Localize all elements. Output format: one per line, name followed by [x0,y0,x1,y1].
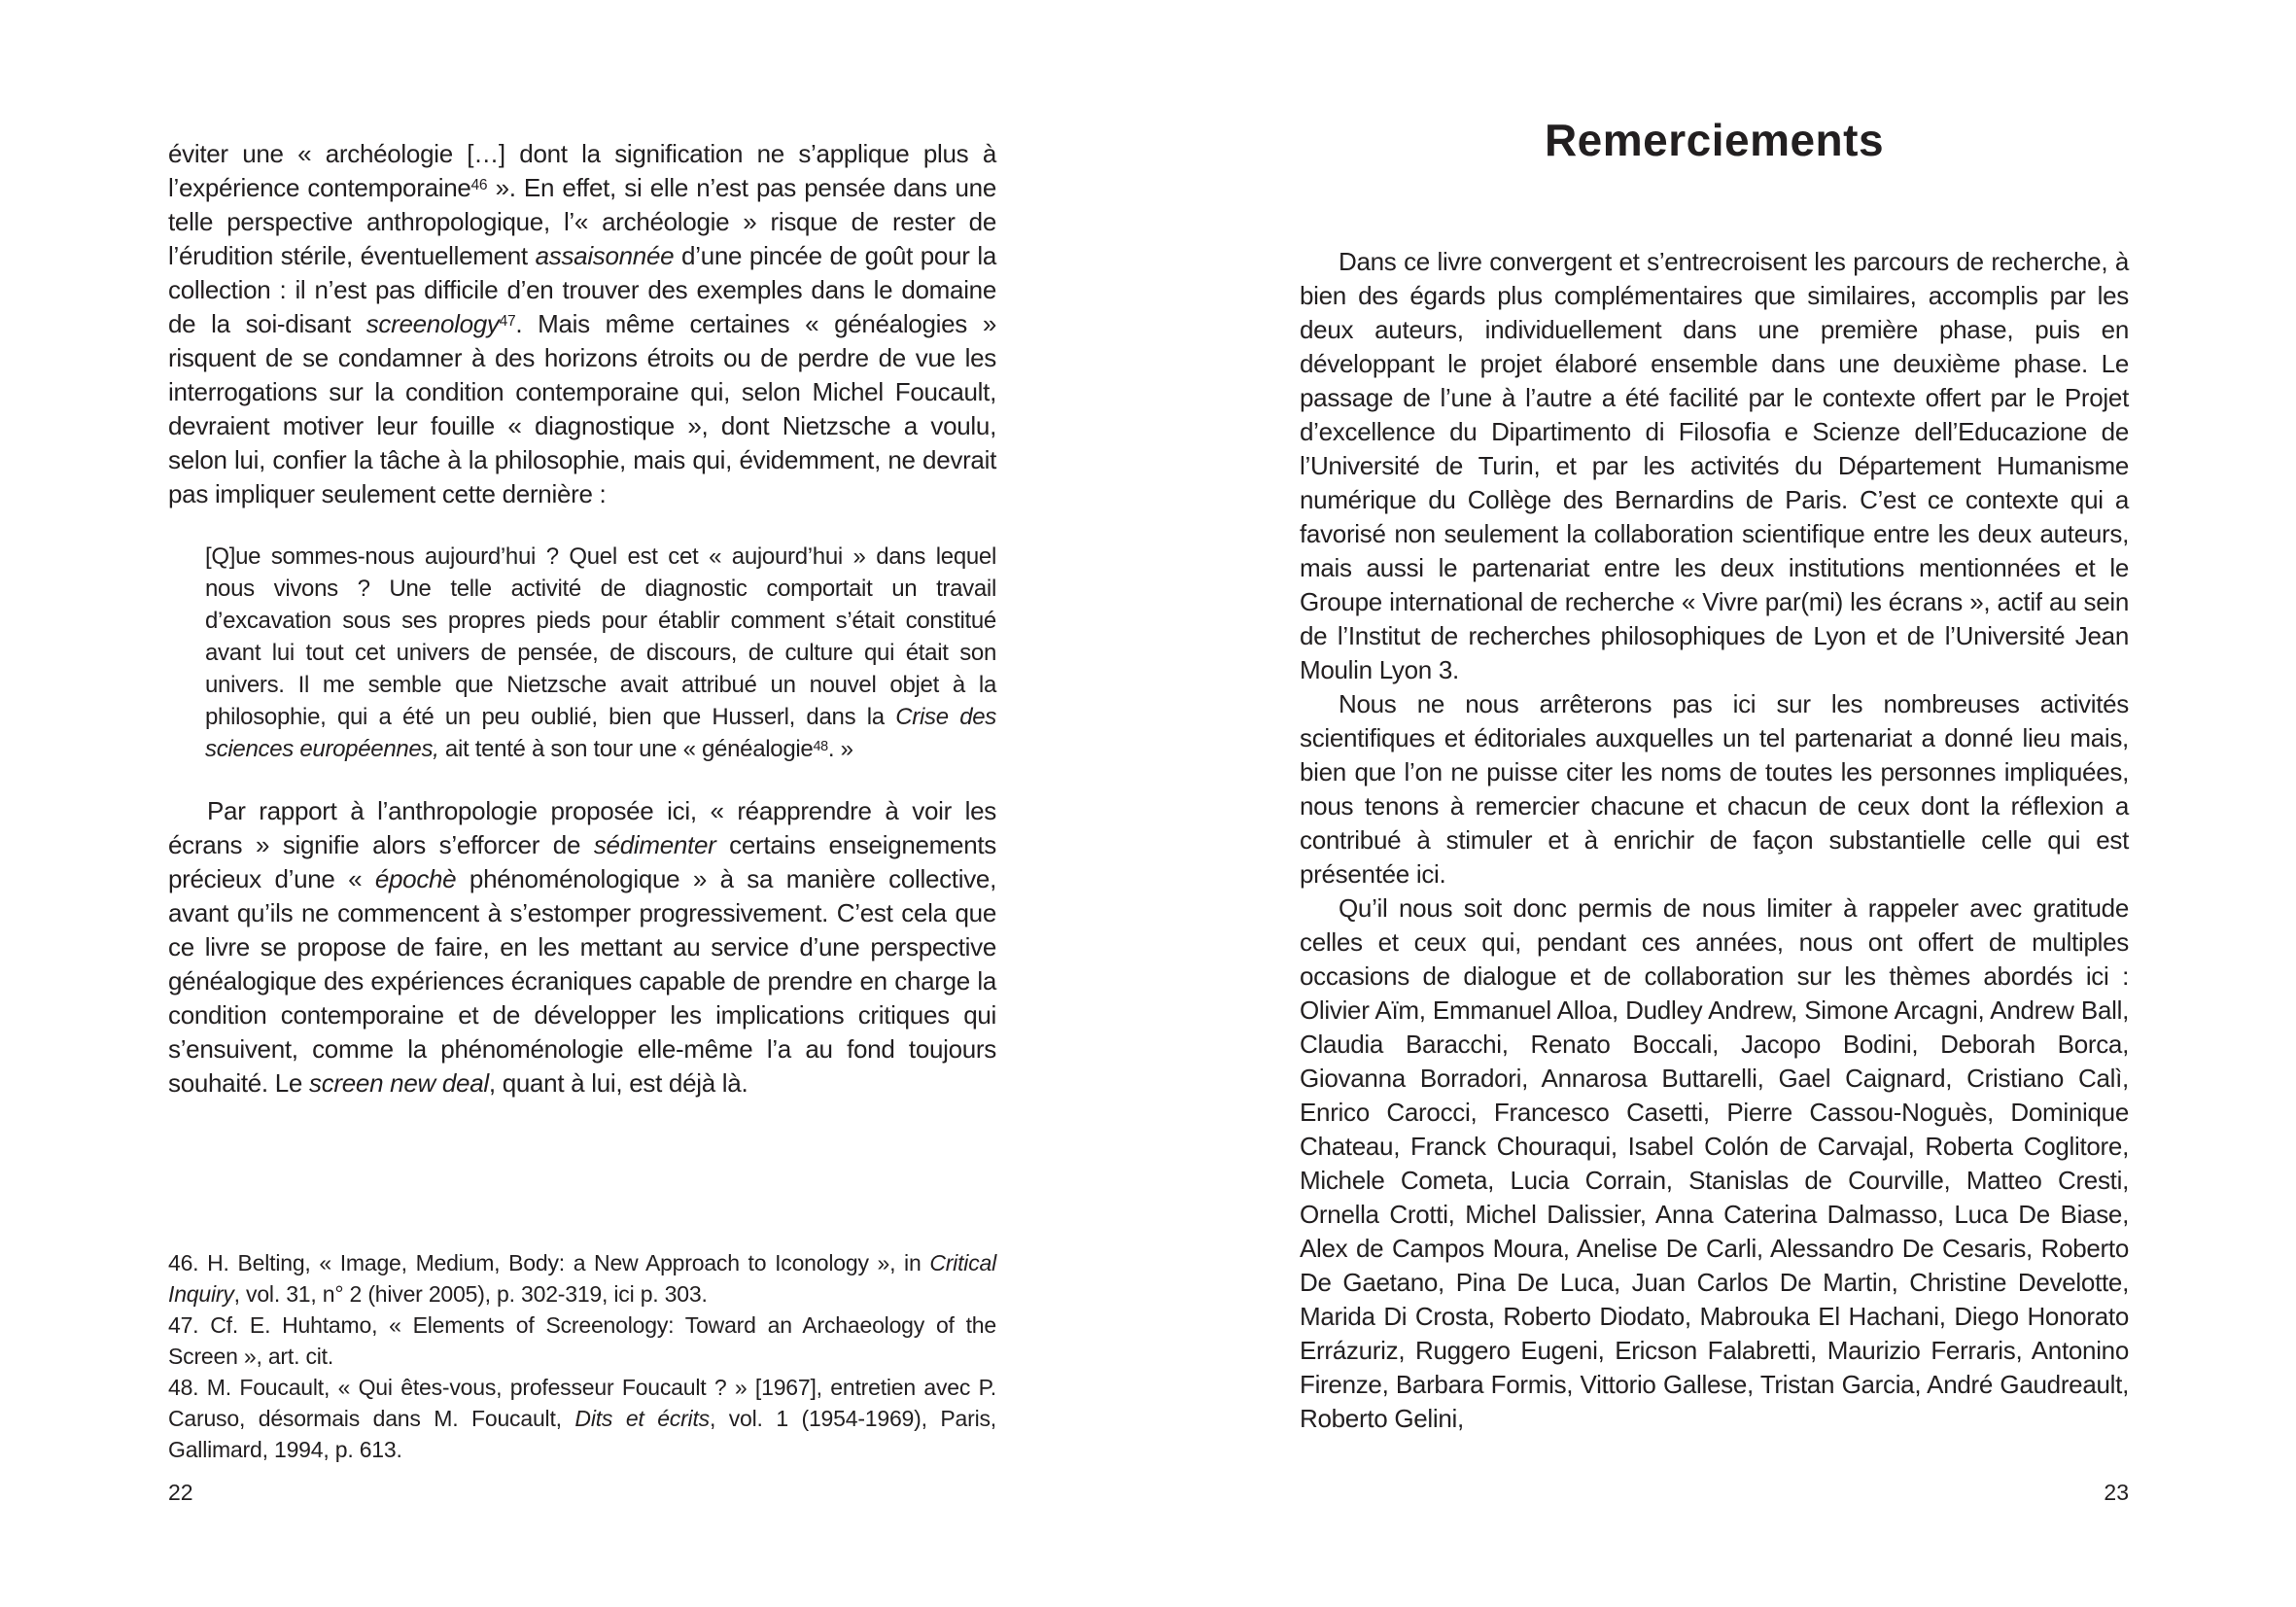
body-text-left [168,137,996,1100]
page-number: 22 [168,1480,193,1505]
page-right [1148,0,2296,1607]
paragraph: Nous ne nous arrêterons pas ici sur les nombreuses activités scientifiques et éditoriales auxquelles un tel partenariat a donné lieu mais, bien que l’on ne puisse citer les noms de toutes les personnes impliquées, nous tenons à remercier chacune et chacun de ceux dont la réflexion a contribué à stimuler et à enrichir de façon substantielle celle qui est présentée ici. [1300,689,2129,889]
paragraph: Par rapport à l’anthropologie proposée ici, « réapprendre à voir les écrans » signifie alors s’efforcer de sédimenter certains enseignements précieux d’une « épochè phénoménologique » à sa manière collective, avant qu’ils ne commencent à s’estomper progressivement. C’est cela que ce livre se propose de faire, en les mettant au service d’une perspective généalogique des expériences écraniques capable de prendre en charge la condition contemporaine et de développer les implications critiques qui s’ensuivent, comme la phénoménologie elle-même l’a au fond toujours souhaité. Le screen new deal, quant à lui, est déjà là. [168,796,996,1098]
chapter-title: Remerciements [1544,115,1885,165]
footnote: 47. Cf. E. Huhtamo, « Elements of Screenology: Toward an Archaeology of the Screen », art. cit. [168,1312,996,1369]
body-text-right [1300,245,2129,1436]
footnote: 48. M. Foucault, « Qui êtes-vous, professeur Foucault ? » [1967], entretien avec P. Caruso, désormais dans M. Foucault, Dits et écrits, vol. 1 (1954-1969), Paris, Gallimard, 1994, p. 613. [168,1375,996,1462]
page-number: 23 [2104,1480,2129,1505]
paragraph: éviter une « archéologie […] dont la signification ne s’applique plus à l’expérience contemporaine$^{46}$ ». En effet, si elle n’est pas pensée dans une telle perspective anthropologique, l’« archéologie » risque de rester de l’érudition stérile, éventuellement assaisonnée d’une pincée de goût pour la collection : il n’est pas difficile d’en trouver des exemples dans le domaine de la soi-disant screenology$^{47}$. Mais même certaines « généalogies » risquent de se condamner à des horizons étroits ou de perdre de vue les interrogations sur la condition contemporaine qui, selon Michel Foucault, devraient motiver leur fouille « diagnostique », dont Nietzsche a voulu, selon lui, confier la tâche à la philosophie, mais qui, évidemment, ne devrait pas impliquer seulement cette dernière : [168,139,996,508]
block-quote: [Q]ue sommes-nous aujourd’hui ? Quel est cet « aujourd’hui » dans lequel nous vivons ? Une telle activité de diagnostic comportait un travail d’excavation sous ses propres pieds pour établir comment s’était constitué avant lui tout cet univers de pensée, de discours, de culture qui était son univers. Il me semble que Nietzsche avait attribué un nouvel objet à la philosophie, qui a été un peu oublié, bien que Husserl, dans la Crise des sciences européennes, ait tenté à son tour une « généalogie$^{48}$. » [205,543,996,762]
footnotes [168,1247,996,1465]
paragraph: Qu’il nous soit donc permis de nous limiter à rappeler avec gratitude celles et ceux qui, pendant ces années, nous ont offert de multiples occasions de dialogue et de collaboration sur les thèmes abordés ici : Olivier Aïm, Emmanuel Alloa, Dudley Andrew, Simone Arcagni, Andrew Ball, Claudia Baracchi, Renato Boccali, Jacopo Bodini, Deborah Borca, Giovanna Borradori, Annarosa Buttarelli, Gael Caignard, Cristiano Calì, Enrico Carocci, Francesco Casetti, Pierre Cassou-Noguès, Dominique Chateau, Franck Chouraqui, Isabel Colón de Carvajal, Roberta Coglitore, Michele Cometa, Lucia Corrain, Stanislas de Courville, Matteo Cresti, Ornella Crotti, Michel Dalissier, Anna Caterina Dalmasso, Luca De Biase, Alex de Campos Moura, Anelise De Carli, Alessandro De Cesaris, Roberto De Gaetano, Pina De Luca, Juan Carlos De Martin, Christine Develotte, Marida Di Crosta, Roberto Diodato, Mabrouka El Hachani, Diego Honorato Errázuriz, Ruggero Eugeni, Ericson Falabretti, Maurizio Ferraris, Antonino Firenze, Barbara Formis, Vittorio Gallese, Tristan Garcia, André Gaudreault, Roberto Gelini, [1300,893,2129,1433]
paragraph: Dans ce livre convergent et s’entrecroisent les parcours de recherche, à bien des égards plus complémentaires que similaires, accomplis par les deux auteurs, individuellement dans une première phase, puis en développant le projet élaboré ensemble dans une deuxième phase. Le passage de l’une à l’autre a été facilité par le contexte offert par le Projet d’excellence du Dipartimento di Filosofia e Scienze dell’Educazione de l’Université de Turin, et par les activités du Département Humanisme numérique du Collège des Bernardins de Paris. C’est ce contexte qui a favorisé non seulement la collaboration scientifique entre les deux auteurs, mais aussi le partenariat entre les deux institutions mentionnées et le Groupe international de recherche « Vivre par(mi) les écrans », actif au sein de l’Institut de recherches philosophiques de Lyon et de l’Université Jean Moulin Lyon 3. [1300,247,2129,684]
footnote: 46. H. Belting, « Image, Medium, Body: a New Approach to Iconology », in Critical Inquiry, vol. 31, n° 2 (hiver 2005), p. 302-319, ici p. 303. [168,1250,996,1307]
